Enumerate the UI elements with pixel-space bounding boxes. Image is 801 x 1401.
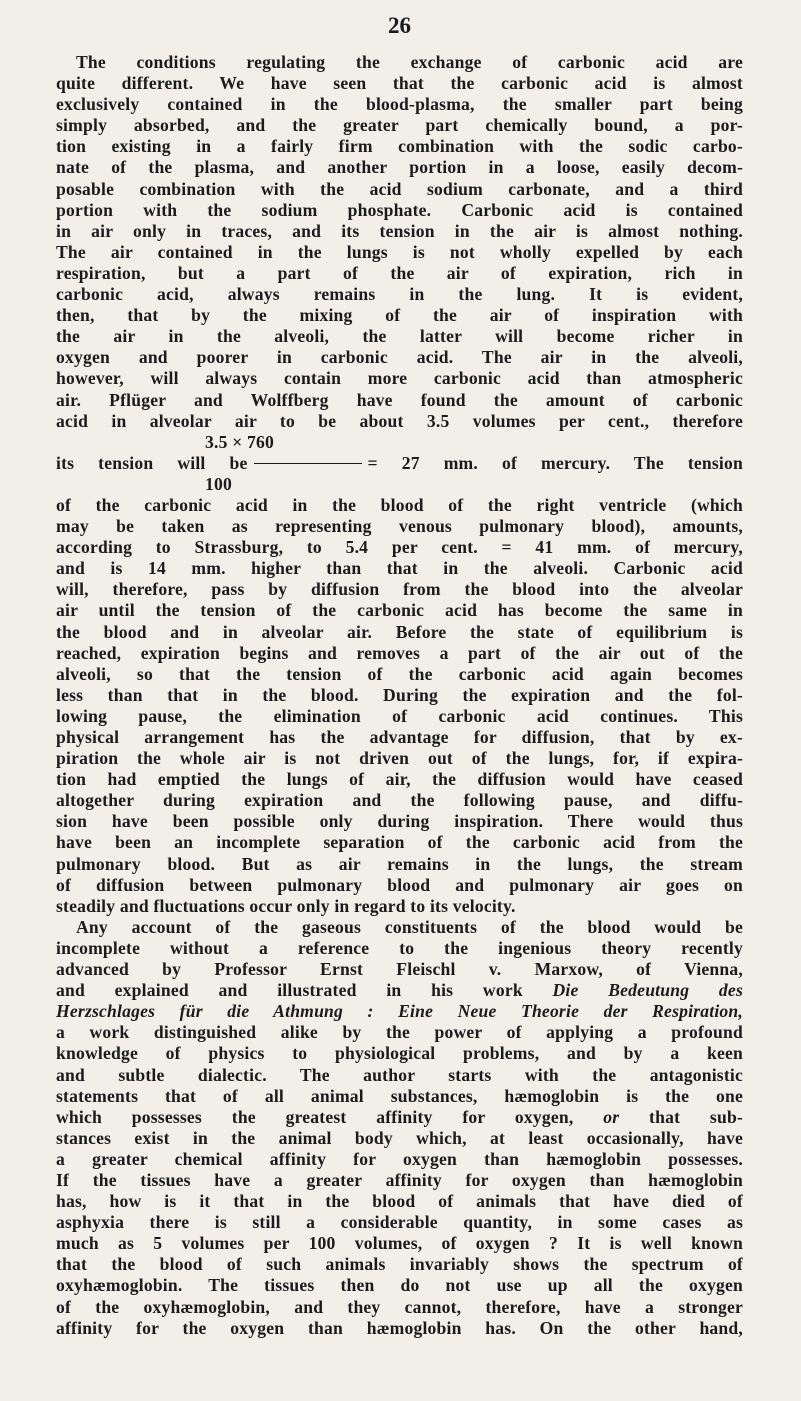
page-number: 26 <box>388 13 411 38</box>
text-line: asphyxia there is still a considerable quantity, in some cases as <box>56 1212 743 1233</box>
text-line: of the carbonic acid in the blood of the right ventricle (which <box>56 494 743 515</box>
formula-numerator-row <box>56 432 743 453</box>
text-line: physical arrangement has the advantage for diffusion, that by ex- <box>56 727 743 747</box>
text-line <box>56 1107 743 1128</box>
text-line: portion with the sodium phosphate. Carbonic acid is contained <box>56 199 743 220</box>
text-line: oxygen and poorer in carbonic acid. The air in the alveoli, <box>56 347 743 368</box>
text-line: carbonic acid, always remains in the lung. It is evident, <box>56 284 743 305</box>
text-line: altogether during expiration and the following pause, and diffu- <box>56 790 743 811</box>
text-line: air until the tension of the carbonic acid has become the same in <box>56 600 743 621</box>
text-line: reached, expiration begins and removes a part of the air out of the <box>56 642 743 663</box>
text-line: steadily and fluctuations occur only in regard to its velocity. <box>56 895 516 916</box>
text-line: advanced by Professor Ernst Fleischl v. Marxow, of Vienna, <box>56 959 743 980</box>
text-line: a greater chemical affinity for oxygen than hæmoglobin possesses. <box>56 1148 743 1169</box>
text-line <box>56 980 743 1001</box>
text-line: If the tissues have a greater affinity for oxygen than hæmoglobin <box>56 1169 743 1190</box>
text-line: have been an incomplete separation of the carbonic acid from the <box>56 832 743 853</box>
emphasis-or: or <box>603 1106 620 1127</box>
text-line: incomplete without a reference to the ingenious theory recently <box>56 937 743 958</box>
text-line: sion have been possible only during inspiration. There would thus <box>56 811 743 832</box>
formula-denominator-row <box>56 474 743 495</box>
text-line: much as 5 volumes per 100 volumes, of oxygen ? It is well known <box>56 1233 743 1254</box>
text-line: tion had emptied the lungs of air, the diffusion would have ceased <box>56 769 743 790</box>
text-line: then, that by the mixing of the air of inspiration with <box>56 305 743 326</box>
text-line: piration the whole air is not driven out of the lungs, for, if expira- <box>56 748 743 769</box>
text-line: affinity for the oxygen than hæmoglobin has. On the other hand, <box>56 1317 743 1338</box>
text-line: however, will always contain more carbonic acid than atmospheric <box>56 368 743 389</box>
text-segment: and explained and illustrated in his work <box>56 980 553 1001</box>
text-line: oxyhæmoglobin. The tissues then do not use up all the oxygen <box>56 1275 743 1296</box>
text-line: of diffusion between pulmonary blood and pulmonary air goes on <box>56 874 743 895</box>
formula-denominator: 100 <box>205 473 232 494</box>
paragraph-1 <box>56 52 743 917</box>
paragraph-2 <box>56 917 743 1339</box>
text-line: exclusively contained in the blood-plasma, the smaller part being <box>56 94 743 115</box>
text-line: Any account of the gaseous constituents of the blood would be <box>76 916 743 937</box>
text-line: acid in alveolar air to be about 3.5 volumes per cent., therefore <box>56 410 743 431</box>
text-line <box>56 1001 743 1022</box>
text-line: air. Pflüger and Wolffberg have found the amount of carbonic <box>56 389 743 410</box>
body-text <box>56 52 743 1339</box>
formula-numerator: 3.5 × 760 <box>205 431 275 452</box>
text-line: The conditions regulating the exchange of carbonic acid are <box>76 52 743 72</box>
text-line: tion existing in a fairly firm combination with the sodic carbo- <box>56 136 743 157</box>
text-line: respiration, but a part of the air of expiration, rich in <box>56 262 743 283</box>
text-line: nate of the plasma, and another portion in a loose, easily decom- <box>56 157 743 178</box>
text-line: and subtle dialectic. The author starts with the antagonistic <box>56 1064 743 1085</box>
text-line: the air in the alveoli, the latter will become richer in <box>56 326 743 347</box>
formula-prefix: its tension will be <box>56 452 248 473</box>
text-line: simply absorbed, and the greater part chemically bound, a por- <box>56 115 743 136</box>
text-line: pulmonary blood. But as air remains in the lungs, the stream <box>56 853 743 874</box>
text-line: may be taken as representing venous pulmonary blood), amounts, <box>56 516 743 537</box>
text-segment: that sub- <box>619 1106 743 1127</box>
formula-suffix: = 27 mm. of mercury. The tension <box>367 452 743 473</box>
formula-line <box>56 453 743 474</box>
text-line: knowledge of physics to physiological problems, and by a keen <box>56 1043 743 1064</box>
text-line: and is 14 mm. higher than that in the alveoli. Carbonic acid <box>56 558 743 579</box>
text-line: will, therefore, pass by diffusion from the blood into the alveolar <box>56 579 743 600</box>
text-line: alveoli, so that the tension of the carbonic acid again becomes <box>56 663 743 684</box>
text-line: a work distinguished alike by the power of applying a profound <box>56 1022 743 1043</box>
book-title-part: Die Bedeutung des <box>552 980 743 1001</box>
text-line: lowing pause, the elimination of carbonic acid continues. This <box>56 705 743 726</box>
text-line: The air contained in the lungs is not wholly expelled by each <box>56 241 743 262</box>
text-line: posable combination with the acid sodium carbonate, and a third <box>56 178 743 199</box>
text-line: quite different. We have seen that the carbonic acid is almost <box>56 73 743 94</box>
text-line: stances exist in the animal body which, at least occasionally, have <box>56 1127 743 1148</box>
text-line: that the blood of such animals invariably shows the spectrum of <box>56 1254 743 1275</box>
text-line: in air only in traces, and its tension in the air is almost nothing. <box>56 220 743 241</box>
text-segment: which possesses the greatest affinity for oxygen, <box>56 1106 604 1127</box>
text-line: has, how is it that in the blood of animals that have died of <box>56 1191 743 1212</box>
fraction-bar <box>254 463 362 464</box>
text-line: statements that of all animal substances, hæmoglobin is the one <box>56 1085 743 1106</box>
text-line: the blood and in alveolar air. Before the state of equilibrium is <box>56 621 743 642</box>
book-title-part: Herzschlages für die Athmung : Eine Neue Theorie der Respiration, <box>56 1001 743 1022</box>
text-line: according to Strassburg, to 5.4 per cent. = 41 mm. of mercury, <box>56 537 743 558</box>
text-line: less than that in the blood. During the expiration and the fol- <box>56 684 743 705</box>
text-line: of the oxyhæmoglobin, and they cannot, therefore, have a stronger <box>56 1296 743 1317</box>
